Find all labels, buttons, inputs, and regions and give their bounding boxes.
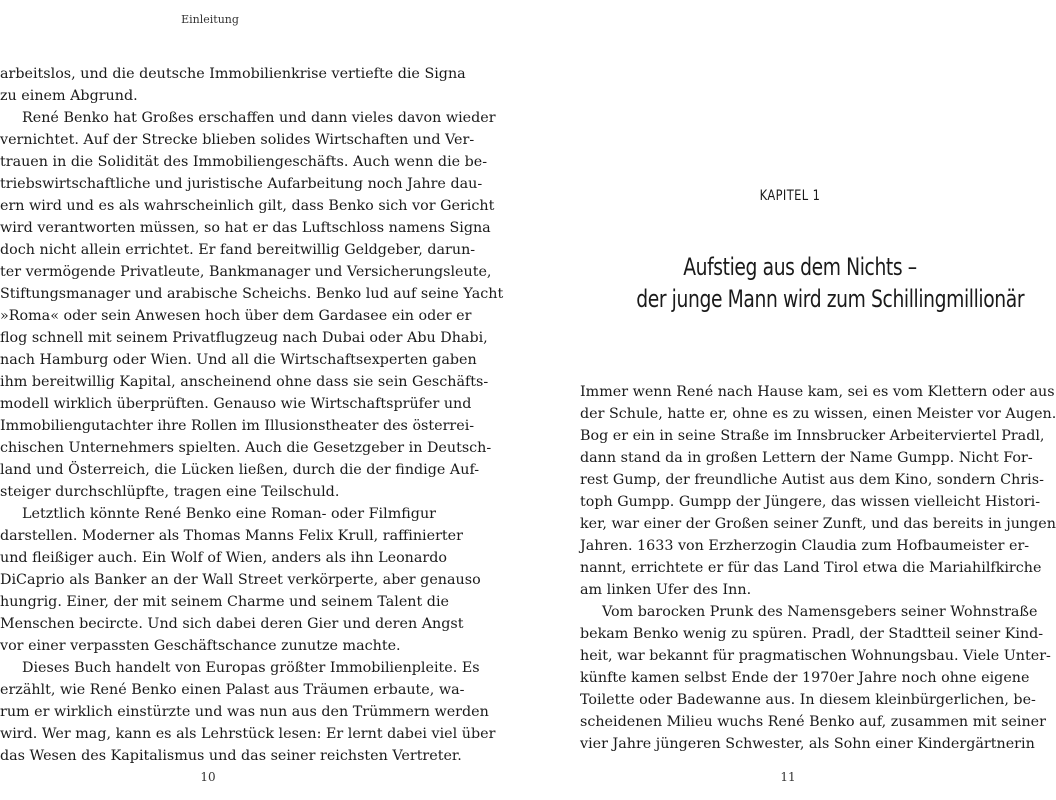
text-line: Toilette oder Badewanne aus. In diesem kleinbürgerlichen, be-: [580, 692, 1036, 708]
text-line: Immobiliengutachter ihre Rollen im Illusionstheater des österrei-: [0, 418, 475, 434]
text-line: vor einer verpassten Geschäftschance zunutze machte.: [0, 638, 401, 654]
text-line: doch nicht allein errichtet. Er fand bereitwillig Geldgeber, darun-: [0, 242, 476, 258]
page-number-left: 10: [200, 770, 216, 784]
text-line: »Roma« oder sein Anwesen hoch über dem Gardasee ein oder er: [0, 308, 472, 324]
text-line: ihm bereitwillig Kapital, anscheinend ohne dass sie sein Geschäfts-: [0, 374, 489, 390]
text-line: rest Gump, der freundliche Autist aus dem Kino, sondern Chris-: [580, 472, 1044, 488]
text-line: arbeitslos, und die deutsche Immobilienkrise vertiefte die Signa: [0, 66, 466, 82]
text-line: DiCaprio als Banker an der Wall Street verkörperte, aber genauso: [0, 572, 481, 588]
text-line: erzählt, wie René Benko einen Palast aus Träumen erbaute, wa-: [0, 682, 465, 698]
text-line: darstellen. Moderner als Thomas Manns Felix Krull, raffinierter: [0, 528, 463, 544]
text-line: Vom barocken Prunk des Namensgebers seiner Wohnstraße: [602, 604, 1038, 620]
text-line: Bog er ein in seine Straße im Innsbrucker Arbeiterviertel Pradl,: [580, 428, 1045, 444]
chapter-title-line-2: der junge Mann wird zum Schillingmillionär: [636, 285, 1025, 313]
text-line: trauen in die Solidität des Immobiliengeschäfts. Auch wenn die be-: [0, 154, 488, 170]
text-line: und fleißiger auch. Ein Wolf of Wien, anders als ihn Leonardo: [0, 550, 448, 566]
text-line: triebswirtschaftliche und juristische Aufarbeitung noch Jahre dau-: [0, 176, 483, 192]
text-line: hungrig. Einer, der mit seinem Charme und seinem Talent die: [0, 594, 449, 610]
left-page: [0, 0, 504, 800]
running-head: Einleitung: [181, 13, 239, 26]
text-line: wird verantworten müssen, so hat er das Luftschloss namens Signa: [0, 220, 491, 236]
text-line: vernichtet. Auf der Strecke blieben solides Wirtschaften und Ver-: [0, 132, 475, 148]
text-line: René Benko hat Großes erschaffen und dann vieles davon wieder: [22, 110, 496, 126]
text-line: heit, war bekannt für pragmatischen Wohnungsbau. Viele Unter-: [580, 648, 1051, 664]
text-line: toph Gumpp. Gumpp der Jüngere, das wissen vielleicht Histori-: [580, 494, 1041, 510]
text-line: zu einem Abgrund.: [0, 88, 138, 104]
text-line: wird. Wer mag, kann es als Lehrstück lesen: Er lernt dabei viel über: [0, 726, 496, 742]
right-page: [500, 0, 1056, 800]
text-line: das Wesen des Kapitalismus und das seiner reichsten Vertreter.: [0, 748, 462, 764]
text-line: Immer wenn René nach Hause kam, sei es vom Klettern oder aus: [580, 384, 1055, 400]
text-line: rum er wirklich einstürzte und was nun aus den Trümmern werden: [0, 704, 489, 720]
text-line: dann stand da in großen Lettern der Name Gumpp. Nicht For-: [580, 450, 1033, 466]
text-line: ker, war einer der Großen seiner Zunft, und das bereits in jungen: [580, 516, 1056, 532]
text-line: Jahren. 1633 von Erzherzogin Claudia zum Hofbaumeister er-: [580, 538, 1030, 554]
text-line: nach Hamburg oder Wien. Und all die Wirtschaftsexperten gaben: [0, 352, 477, 368]
text-line: nannt, errichtete er für das Land Tirol etwa die Mariahilfkirche: [580, 560, 1042, 576]
text-line: der Schule, hatte er, ohne es zu wissen, einen Meister vor Augen.: [580, 406, 1056, 422]
text-line: scheidenen Milieu wuchs René Benko auf, zusammen mit seiner: [580, 714, 1046, 730]
text-line: vier Jahre jüngeren Schwester, als Sohn einer Kindergärtnerin: [580, 736, 1035, 752]
text-line: modell wirklich überprüften. Genauso wie Wirtschaftsprüfer und: [0, 396, 472, 412]
text-line: steiger durchschlüpfte, tragen eine Teilschuld.: [0, 484, 340, 500]
text-line: Stiftungsmanager und arabische Scheichs. Benko lud auf seine Yacht: [0, 286, 504, 302]
page-number-right: 11: [780, 770, 796, 784]
text-line: Dieses Buch handelt von Europas größter Immobilienpleite. Es: [22, 660, 480, 676]
text-line: Menschen becircte. Und sich dabei deren Gier und deren Angst: [0, 616, 464, 632]
text-line: am linken Ufer des Inn.: [580, 582, 752, 598]
text-line: ern wird und es als wahrscheinlich gilt, dass Benko sich vor Gericht: [0, 198, 495, 214]
text-line: bekam Benko wenig zu spüren. Pradl, der Stadtteil seiner Kind-: [580, 626, 1044, 642]
text-line: künfte kamen selbst Ende der 1970er Jahre noch ohne eigene: [580, 670, 1030, 686]
text-line: flog schnell mit seinem Privatflugzeug nach Dubai oder Abu Dhabi,: [0, 330, 488, 346]
chapter-label: KAPITEL 1: [759, 188, 821, 204]
text-line: chischen Unternehmers spielten. Auch die Gesetzgeber in Deutsch-: [0, 440, 492, 456]
text-line: land und Österreich, die Lücken ließen, durch die der findige Auf-: [0, 462, 480, 478]
text-line: ter vermögende Privatleute, Bankmanager und Versicherungsleute,: [0, 264, 492, 280]
text-line: Letztlich könnte René Benko eine Roman- oder Filmfigur: [22, 506, 436, 522]
chapter-title-line-1: Aufstieg aus dem Nichts –: [683, 253, 917, 281]
